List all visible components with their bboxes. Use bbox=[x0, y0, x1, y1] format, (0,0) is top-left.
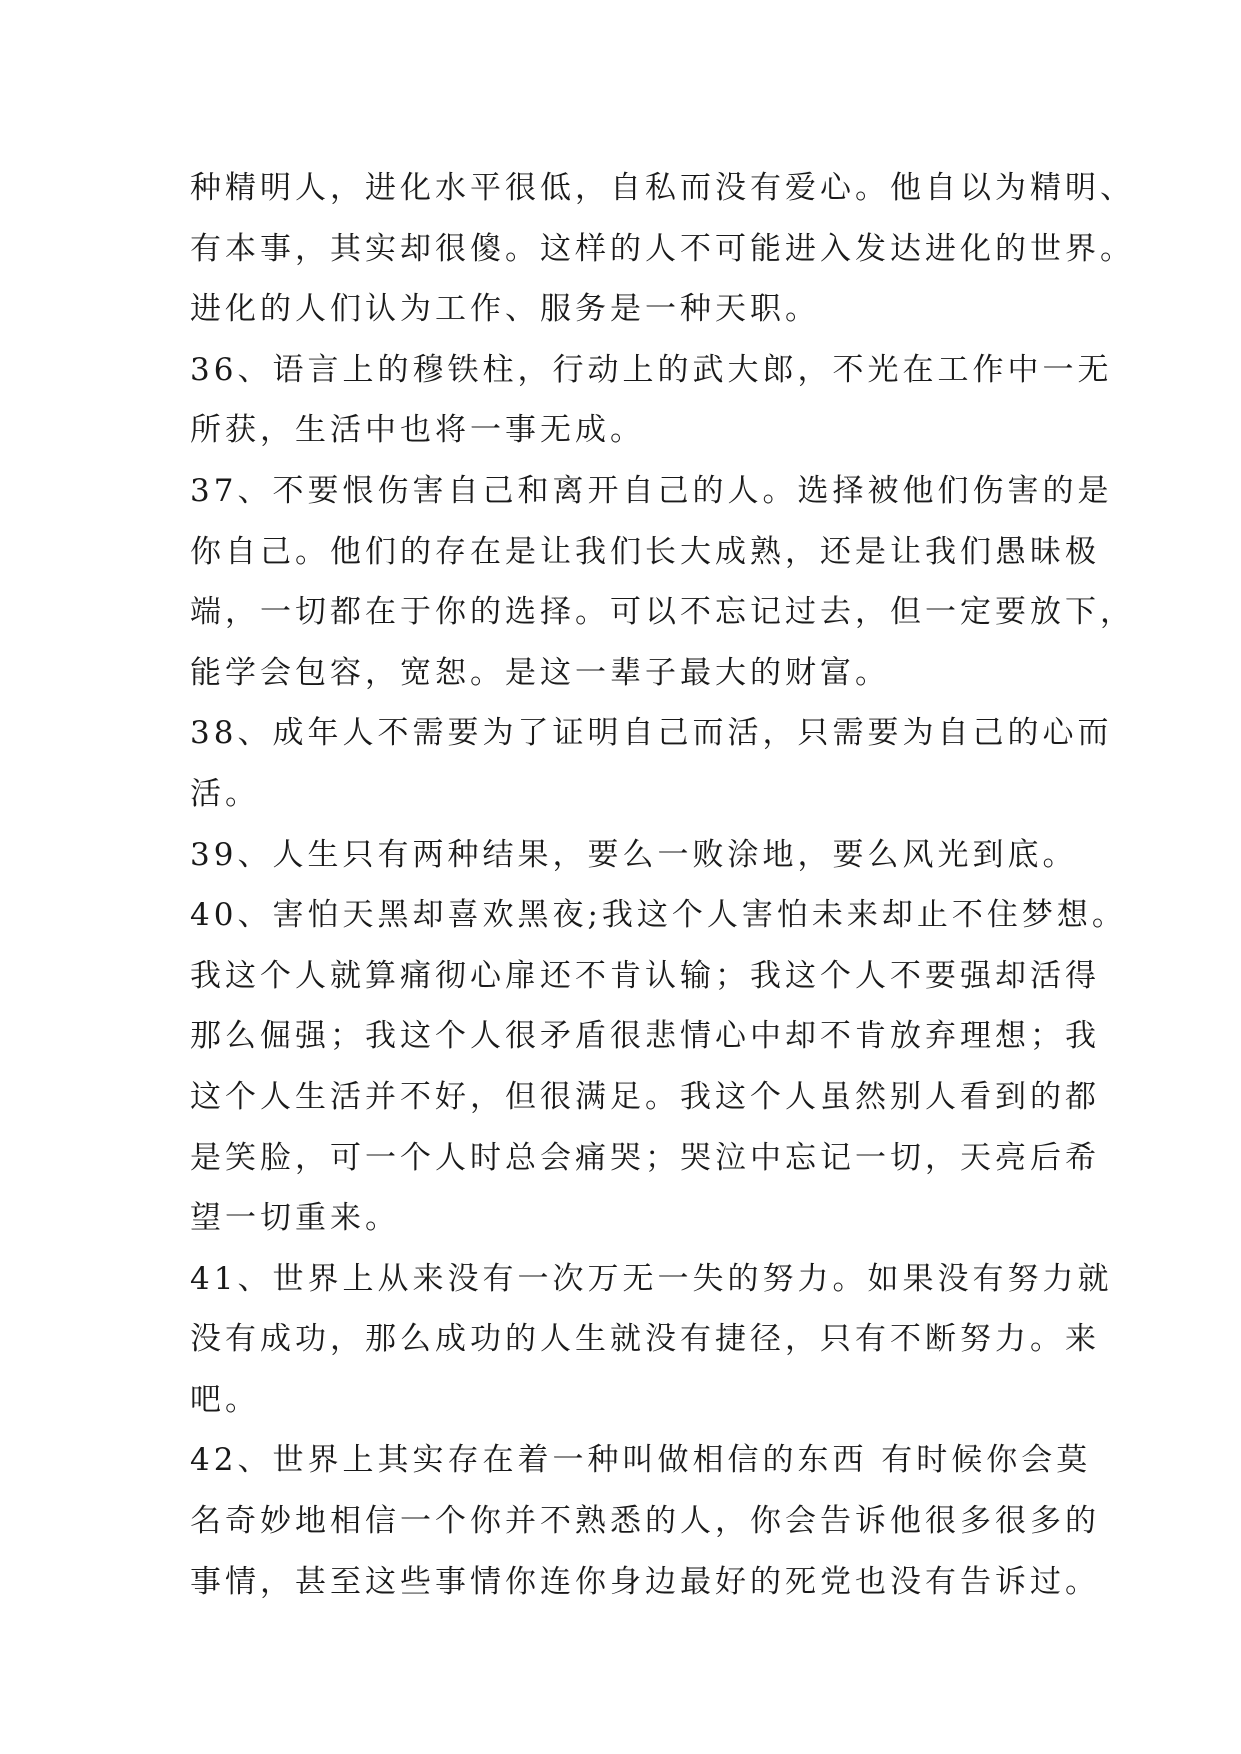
text-line: 进化的人们认为工作、服务是一种天职。 bbox=[190, 291, 820, 328]
text-line: 所获，生活中也将一事无成。 bbox=[190, 412, 645, 449]
text-line: 37、不要恨伤害自己和离开自己的人。选择被他们伤害的是 bbox=[190, 472, 1113, 509]
text-line: 42、世界上其实存在着一种叫做相信的东西 有时候你会莫 bbox=[190, 1442, 1092, 1479]
text-line: 名奇妙地相信一个你并不熟悉的人，你会告诉他很多很多的 bbox=[190, 1503, 1100, 1540]
text-line: 能学会包容，宽恕。是这一辈子最大的财富。 bbox=[190, 654, 890, 691]
text-line: 我这个人就算痛彻心扉还不肯认输；我这个人不要强却活得 bbox=[190, 957, 1100, 994]
text-line: 种精明人，进化水平很低，自私而没有爱心。他自以为精明、 bbox=[190, 170, 1135, 206]
text-line: 40、害怕天黑却喜欢黑夜;我这个人害怕未来却止不住梦想。 bbox=[190, 897, 1127, 934]
text-line: 这个人生活并不好，但很满足。我这个人虽然别人看到的都 bbox=[190, 1078, 1100, 1115]
text-line: 事情，甚至这些事情你连你身边最好的死党也没有告诉过。 bbox=[190, 1563, 1100, 1600]
text-line: 没有成功，那么成功的人生就没有捷径，只有不断努力。来 bbox=[190, 1321, 1100, 1358]
text-line: 41、世界上从来没有一次万无一失的努力。如果没有努力就 bbox=[190, 1260, 1113, 1297]
text-line: 是笑脸，可一个人时总会痛哭；哭泣中忘记一切，天亮后希 bbox=[190, 1139, 1100, 1176]
text-line: 39、人生只有两种结果，要么一败涂地，要么风光到底。 bbox=[190, 836, 1078, 873]
text-line: 望一切重来。 bbox=[190, 1200, 400, 1237]
text-line: 你自己。他们的存在是让我们长大成熟，还是让我们愚昧极 bbox=[190, 533, 1100, 570]
text-line: 有本事，其实却很傻。这样的人不可能进入发达进化的世界。 bbox=[190, 230, 1135, 267]
text-line: 活。 bbox=[190, 775, 260, 812]
text-line: 端，一切都在于你的选择。可以不忘记过去，但一定要放下， bbox=[190, 594, 1135, 631]
text-line: 36、语言上的穆铁柱，行动上的武大郎，不光在工作中一无 bbox=[190, 351, 1113, 388]
body-text bbox=[190, 158, 1135, 1612]
text-line: 38、成年人不需要为了证明自己而活，只需要为自己的心而 bbox=[190, 715, 1113, 752]
text-line: 吧。 bbox=[190, 1381, 260, 1418]
text-line: 那么倔强；我这个人很矛盾很悲情心中却不肯放弃理想；我 bbox=[190, 1018, 1100, 1055]
